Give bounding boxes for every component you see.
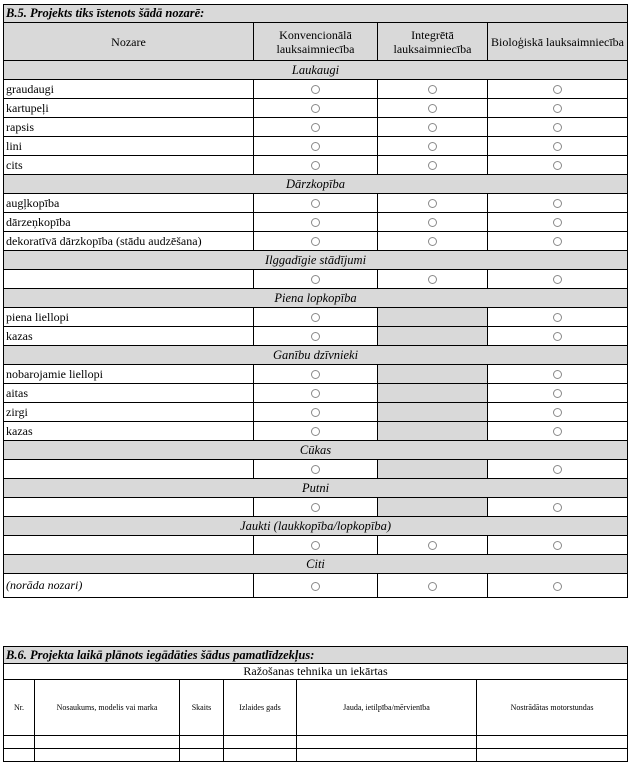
category-ilggadigie-stadijumi: Ilggadīgie stādījumi [4,251,628,270]
radio-konvencionala[interactable] [311,161,320,170]
row-citi [4,574,628,598]
radio-konvencionala[interactable] [311,199,320,208]
row-label [4,498,254,517]
radio-konvencionala[interactable] [311,541,320,550]
row-label: kazas [4,327,254,346]
radio-biologiska[interactable] [553,408,562,417]
row-cits [4,156,628,175]
column-izlaides-gads: Izlaides gads [224,680,297,736]
row-label: augļkopība [4,194,254,213]
radio-konvencionala[interactable] [311,142,320,151]
row-putni [4,498,628,517]
radio-biologiska[interactable] [553,142,562,151]
radio-konvencionala[interactable] [311,275,320,284]
row-nobarojamie-liellopi [4,365,628,384]
category-jaukti: Jaukti (laukkopība/lopkopība) [4,517,628,536]
radio-biologiska[interactable] [553,370,562,379]
radio-biologiska[interactable] [553,275,562,284]
input-cell[interactable] [35,749,180,762]
radio-konvencionala[interactable] [311,85,320,94]
radio-konvencionala[interactable] [311,408,320,417]
row-piena-kazas [4,327,628,346]
radio-integreta[interactable] [428,237,437,246]
input-cell[interactable] [35,736,180,749]
input-cell[interactable] [224,749,297,762]
radio-konvencionala[interactable] [311,465,320,474]
category-cukas: Cūkas [4,441,628,460]
input-cell[interactable] [4,736,35,749]
row-label: lini [4,137,254,156]
column-skaits: Skaits [180,680,224,736]
b5-title: B.5. Projekts tiks īstenots šādā nozarē: [4,5,628,23]
radio-konvencionala[interactable] [311,370,320,379]
radio-biologiska[interactable] [553,161,562,170]
radio-biologiska[interactable] [553,85,562,94]
row-label: cits [4,156,254,175]
radio-konvencionala[interactable] [311,427,320,436]
row-label: kazas [4,422,254,441]
row-zirgi [4,403,628,422]
row-darzenkopiba [4,213,628,232]
table-row [4,749,628,762]
row-jaukti [4,536,628,555]
b6-subtitle: Ražošanas tehnika un iekārtas [4,664,628,680]
radio-biologiska[interactable] [553,503,562,512]
category-citi: Citi [4,555,628,574]
radio-biologiska[interactable] [553,123,562,132]
input-cell[interactable] [224,736,297,749]
b6-title: B.6. Projekta laikā plānots iegādāties šādus pamatlīdzekļus: [4,647,628,664]
radio-biologiska[interactable] [553,199,562,208]
row-label: kartupeļi [4,99,254,118]
row-ganibu-kazas [4,422,628,441]
radio-integreta[interactable] [428,582,437,591]
header-konvencionala: Konvencionālā lauksaimniecība [254,23,378,61]
radio-biologiska[interactable] [553,541,562,550]
row-piena-liellopi [4,308,628,327]
column-nr: Nr. [4,680,35,736]
row-kartupeli [4,99,628,118]
row-rapsis [4,118,628,137]
row-aitas [4,384,628,403]
input-cell[interactable] [4,749,35,762]
b6-table [3,646,628,762]
radio-biologiska[interactable] [553,104,562,113]
radio-biologiska[interactable] [553,313,562,322]
disabled-cell [378,422,488,441]
header-biologiska: Bioloģiskā lauksaimniecība [488,23,628,61]
category-darzkopiba: Dārzkopība [4,175,628,194]
category-putni: Putni [4,479,628,498]
row-label: dekoratīvā dārzkopība (stādu audzēšana) [4,232,254,251]
row-label [4,270,254,289]
input-cell[interactable] [297,736,477,749]
row-graudaugi [4,80,628,99]
column-jauda: Jauda, ietilpība/mērvienība [297,680,477,736]
radio-integreta[interactable] [428,275,437,284]
radio-biologiska[interactable] [553,465,562,474]
row-label: (norāda nozari) [4,574,254,598]
radio-biologiska[interactable] [553,218,562,227]
row-label [4,536,254,555]
disabled-cell [378,403,488,422]
row-label: nobarojamie liellopi [4,365,254,384]
category-piena-lopkopiba: Piena lopkopība [4,289,628,308]
row-label: piena liellopi [4,308,254,327]
b5-table [3,4,628,598]
category-ganibu-dzivnieki: Ganību dzīvnieki [4,346,628,365]
table-row [4,736,628,749]
radio-integreta[interactable] [428,104,437,113]
input-cell[interactable] [477,749,628,762]
input-cell[interactable] [297,749,477,762]
input-cell[interactable] [180,736,224,749]
radio-konvencionala[interactable] [311,218,320,227]
header-nozare: Nozare [4,23,254,61]
radio-konvencionala[interactable] [311,237,320,246]
row-label: rapsis [4,118,254,137]
radio-konvencionala[interactable] [311,123,320,132]
row-dekorativa-darzkopiba [4,232,628,251]
row-lini [4,137,628,156]
row-cukas [4,460,628,479]
header-integreta: Integrētā lauksaimniecība [378,23,488,61]
category-laukaugi: Laukaugi [4,61,628,80]
radio-integreta[interactable] [428,85,437,94]
radio-konvencionala[interactable] [311,332,320,341]
radio-biologiska[interactable] [553,427,562,436]
radio-konvencionala[interactable] [311,104,320,113]
column-motorstundas: Nostrādātas motorstundas [477,680,628,736]
radio-integreta[interactable] [428,142,437,151]
row-label: dārzeņkopība [4,213,254,232]
radio-integreta[interactable] [428,541,437,550]
radio-konvencionala[interactable] [311,582,320,591]
radio-integreta[interactable] [428,199,437,208]
row-ilggadigie [4,270,628,289]
disabled-cell [378,327,488,346]
row-label: graudaugi [4,80,254,99]
input-cell[interactable] [477,736,628,749]
disabled-cell [378,498,488,517]
row-label: aitas [4,384,254,403]
row-auglkopiba [4,194,628,213]
radio-integreta[interactable] [428,123,437,132]
disabled-cell [378,365,488,384]
radio-konvencionala[interactable] [311,313,320,322]
row-label: zirgi [4,403,254,422]
radio-konvencionala[interactable] [311,503,320,512]
radio-biologiska[interactable] [553,237,562,246]
radio-biologiska[interactable] [553,582,562,591]
input-cell[interactable] [180,749,224,762]
disabled-cell [378,308,488,327]
radio-integreta[interactable] [428,161,437,170]
radio-integreta[interactable] [428,218,437,227]
disabled-cell [378,384,488,403]
radio-biologiska[interactable] [553,332,562,341]
radio-biologiska[interactable] [553,389,562,398]
disabled-cell [378,460,488,479]
radio-konvencionala[interactable] [311,389,320,398]
column-nosaukums: Nosaukums, modelis vai marka [35,680,180,736]
row-label [4,460,254,479]
